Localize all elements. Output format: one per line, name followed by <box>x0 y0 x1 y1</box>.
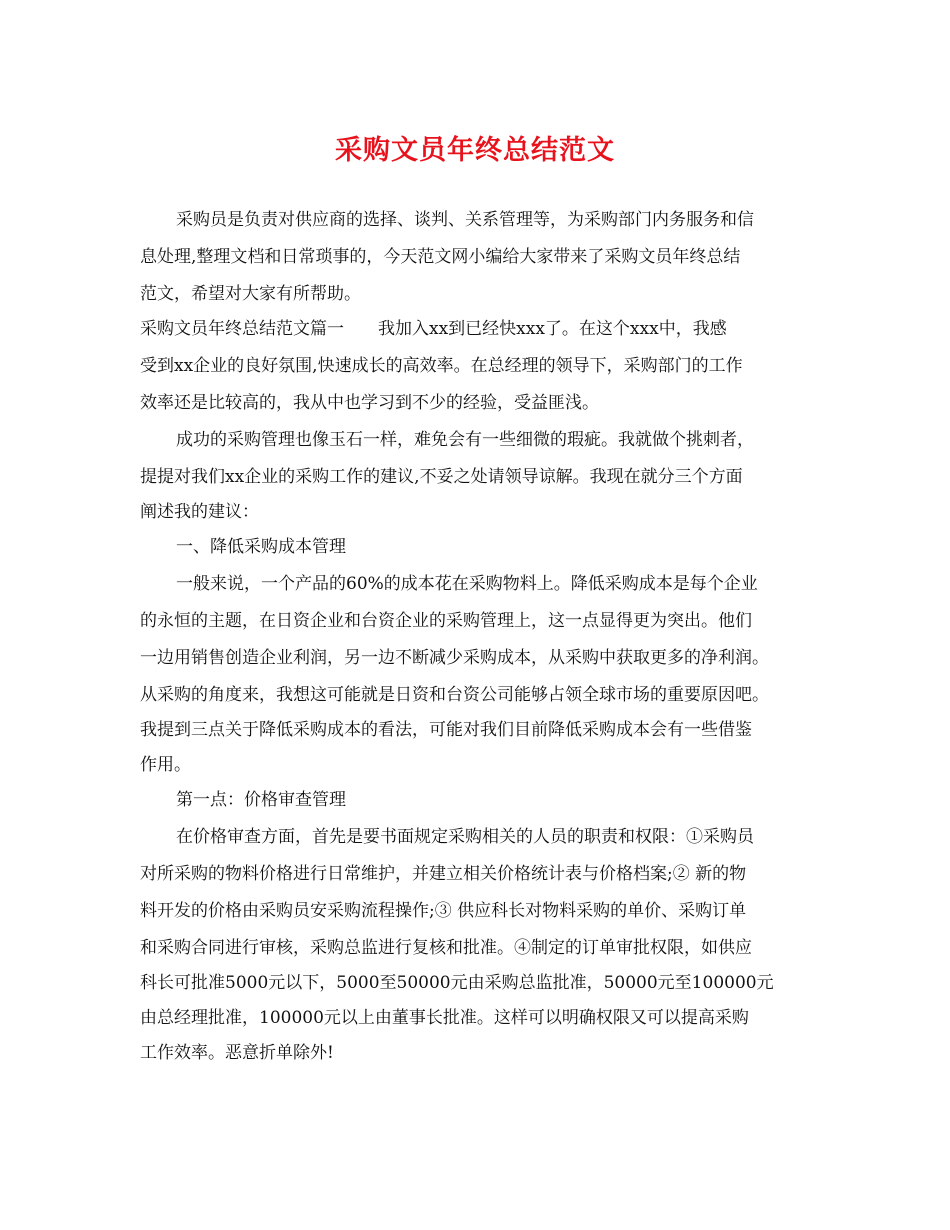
paragraph-line: 成功的采购管理也像玉石一样，难免会有一些细微的瑕疵。我就做个挑刺者， <box>176 430 754 450</box>
paragraph-line: 采购文员年终总结范文篇一 我加入xx到已经快xxx了。在这个xxx中，我感 <box>140 319 727 339</box>
paragraph-line: 一般来说，一个产品的60%的成本花在采购物料上。降低采购成本是每个企业 <box>176 574 758 594</box>
document-title: 采购文员年终总结范文 <box>335 135 615 166</box>
paragraph-line: 由总经理批准，100000元以上由董事长批准。这样可以明确权限又可以提高采购 <box>140 1008 749 1028</box>
paragraph-line: 阐述我的建议： <box>140 502 259 522</box>
paragraph-line: 从采购的角度来，我想这可能就是日资和台资公司能够占领全球市场的重要原因吧。 <box>140 685 769 705</box>
paragraph-line: 效率还是比较高的，我从中也学习到不少的经验，受益匪浅。 <box>140 393 599 413</box>
paragraph-line: 采购员是负责对供应商的选择、谈判、关系管理等，为采购部门内务服务和信 <box>176 210 754 230</box>
paragraph-line: 受到xx企业的良好氛围,快速成长的高效率。在总经理的领导下，采购部门的工作 <box>140 356 743 376</box>
paragraph-line: 在价格审查方面，首先是要书面规定采购相关的人员的职责和权限：①采购员 <box>176 827 754 847</box>
paragraph-line: 料开发的价格由采购员安采购流程操作;③ 供应科长对物料采购的单价、采购订单 <box>140 901 747 921</box>
paragraph-line: 一边用销售创造企业利润，另一边不断减少采购成本，从采购中获取更多的净利润。 <box>140 648 769 668</box>
paragraph-line: 和采购合同进行审核，采购总监进行复核和批准。④制定的订单审批权限，如供应 <box>140 938 752 958</box>
paragraph-line: 息处理,整理文档和日常琐事的，今天范文网小编给大家带来了采购文员年终总结 <box>140 247 741 267</box>
paragraph-line: 提提对我们xx企业的采购工作的建议,不妥之处请领导谅解。我现在就分三个方面 <box>140 467 743 487</box>
paragraph-line: 的永恒的主题，在日资企业和台资企业的采购管理上，这一点显得更为突出。他们 <box>140 611 752 631</box>
paragraph-line: 工作效率。恶意折单除外! <box>140 1043 334 1063</box>
paragraph-line: 范文，希望对大家有所帮助。 <box>140 284 361 304</box>
paragraph-line: 科长可批准5000元以下，5000至50000元由采购总监批准，50000元至100000元 <box>140 973 774 993</box>
section-heading: 第一点：价格审查管理 <box>176 790 346 810</box>
section-heading: 一、降低采购成本管理 <box>176 537 346 557</box>
paragraph-line: 作用。 <box>140 755 191 775</box>
paragraph-line: 我提到三点关于降低采购成本的看法，可能对我们目前降低采购成本会有一些借鉴 <box>140 720 752 740</box>
paragraph-line: 对所采购的物料价格进行日常维护，并建立相关价格统计表与价格档案;② 新的物 <box>140 864 747 884</box>
